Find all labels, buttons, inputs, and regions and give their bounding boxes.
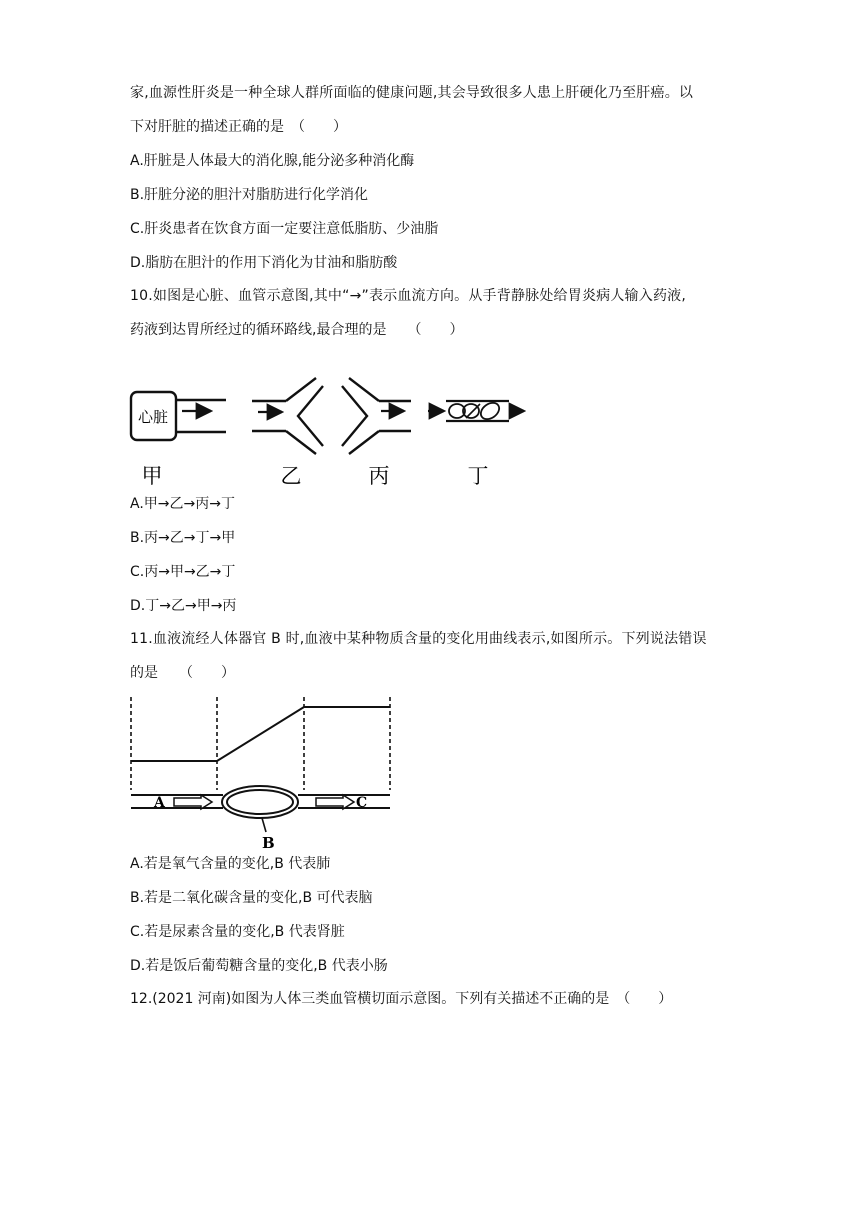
q10-option-b: B.丙→乙→丁→甲 bbox=[130, 530, 236, 546]
label-jia: 甲 bbox=[141, 464, 163, 488]
heart-vessel-jia bbox=[131, 392, 226, 440]
content-curve bbox=[131, 707, 390, 761]
q9-stem-line1: 家,血源性肝炎是一种全球人群所面临的健康问题,其会导致很多人患上肝硬化乃至肝癌。以 bbox=[130, 85, 694, 101]
label-c: C bbox=[356, 795, 368, 811]
q9-option-d: D.脂肪在胆汁的作用下消化为甘油和脂肪酸 bbox=[130, 255, 398, 271]
branching-vessel-yi bbox=[252, 378, 323, 454]
q9-option-a: A.肝脏是人体最大的消化腺,能分泌多种消化酶 bbox=[130, 153, 415, 169]
q11-figure bbox=[126, 692, 396, 852]
q10-option-c: C.丙→甲→乙→丁 bbox=[130, 564, 236, 580]
q11-stem-line2: 的是 （ ） bbox=[130, 665, 235, 681]
q12-stem-line1: 12.(2021 河南)如图为人体三类血管横切面示意图。下列有关描述不正确的是 （ ） bbox=[130, 991, 673, 1007]
heart-label: 心脏 bbox=[137, 408, 169, 426]
capillary-ding bbox=[428, 400, 524, 423]
q11-option-b: B.若是二氧化碳含量的变化,B 可代表脑 bbox=[130, 890, 373, 906]
q10-option-a: A.甲→乙→丙→丁 bbox=[130, 496, 235, 512]
merging-vessel-bing bbox=[342, 378, 411, 454]
arrow-a bbox=[174, 795, 212, 809]
q10-stem-line1: 10.如图是心脏、血管示意图,其中“→”表示血流方向。从手背静脉处给胃炎病人输入药液, bbox=[130, 288, 686, 304]
q9-option-b: B.肝脏分泌的胆汁对脂肪进行化学消化 bbox=[130, 187, 369, 203]
q11-stem-line1: 11.血液流经人体器官 B 时,血液中某种物质含量的变化用曲线表示,如图所示。下列说法错误 bbox=[130, 631, 707, 647]
label-ding: 丁 bbox=[467, 464, 489, 488]
q11-option-d: D.若是饭后葡萄糖含量的变化,B 代表小肠 bbox=[130, 958, 388, 974]
q11-option-a: A.若是氧气含量的变化,B 代表肺 bbox=[130, 856, 331, 872]
q9-stem-line2: 下对肝脏的描述正确的是 （ ） bbox=[130, 119, 347, 135]
q9-option-c: C.肝炎患者在饮食方面一定要注意低脂肪、少油脂 bbox=[130, 221, 439, 237]
label-a: A bbox=[154, 795, 165, 811]
q10-figure bbox=[126, 368, 536, 496]
q10-stem-line2: 药液到达胃所经过的循环路线,最合理的是 （ ） bbox=[130, 322, 464, 338]
arrow-c bbox=[316, 795, 354, 809]
q11-option-c: C.若是尿素含量的变化,B 代表肾脏 bbox=[130, 924, 345, 940]
label-yi: 乙 bbox=[280, 464, 302, 488]
label-b: B bbox=[262, 834, 275, 852]
q10-option-d: D.丁→乙→甲→丙 bbox=[130, 598, 237, 614]
label-bing: 丙 bbox=[368, 464, 390, 488]
